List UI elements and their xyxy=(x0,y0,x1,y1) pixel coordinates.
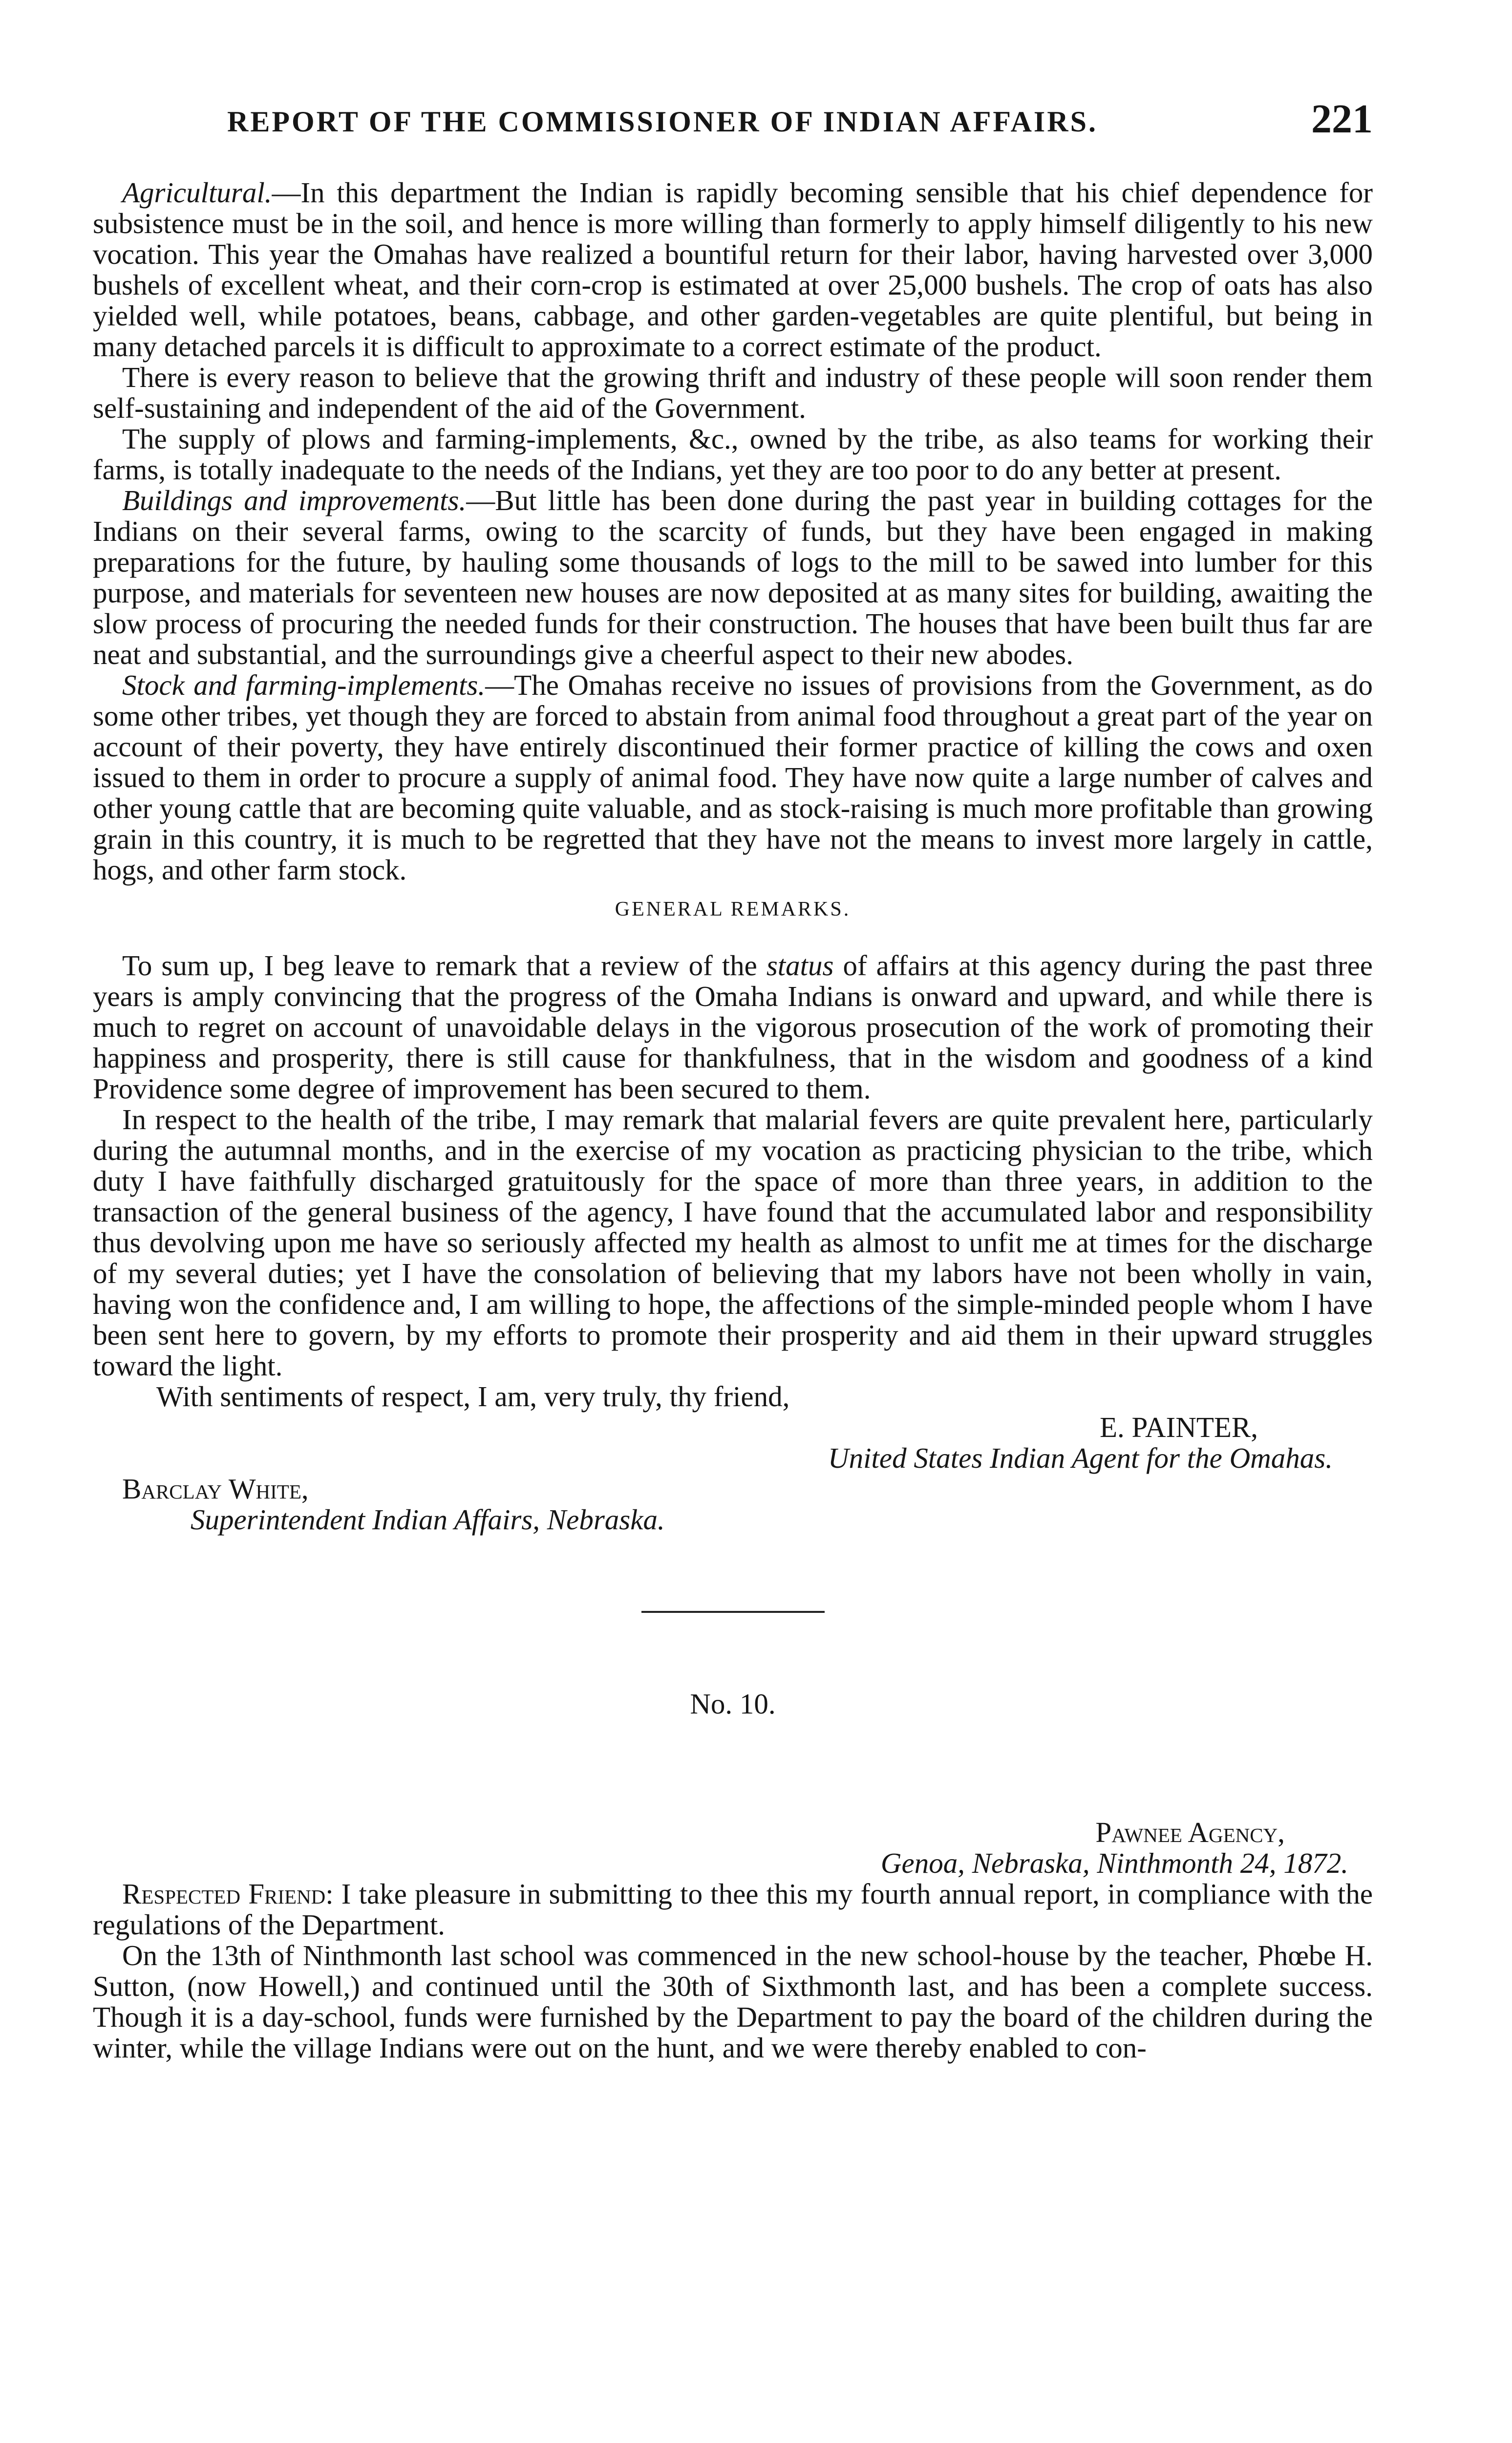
agency-place: Pawnee Agency, xyxy=(1095,1816,1285,1848)
addressee-name-text: Barclay White, xyxy=(122,1473,309,1505)
buildings-heading: Buildings and improvements. xyxy=(122,484,467,516)
stock-heading: Stock and farming-implements. xyxy=(122,669,486,701)
opening-text: : I take pleasure in submitting to thee this my fourth annual report, in compliance with the regulations of the Department. xyxy=(93,1878,1373,1941)
salutation-paragraph xyxy=(93,1879,1373,1940)
addressee-title: Superintendent Indian Affairs, Nebraska. xyxy=(191,1503,665,1536)
section-divider xyxy=(641,1611,825,1613)
signature-name: E. PAINTER, xyxy=(1100,1411,1258,1443)
page-number: 221 xyxy=(1311,96,1373,142)
addressee-name xyxy=(122,1474,1373,1504)
summary-text-end: of affairs at this agency during the past three years is amply convincing that the progress of the Omaha Indians is onward and upward, and while there is much to regret on account of unavoidable delays in the vigorous prosecution of the work of promoting their happiness and prosperity, there is still cause for thankfulness, that in the wisdom and goodness of a kind Providence some degree of improvement has been secured to them. xyxy=(93,949,1373,1105)
agricultural-heading: Agricultural. xyxy=(122,176,272,209)
salutation: Respected Friend xyxy=(122,1878,326,1910)
letter-date: Genoa, Nebraska, Ninthmonth 24, 1872. xyxy=(880,1847,1348,1879)
running-head xyxy=(93,95,1373,154)
closing-line: With sentiments of respect, I am, very truly, thy friend, xyxy=(156,1380,790,1413)
status-word: status xyxy=(766,949,834,982)
running-title: REPORT OF THE COMMISSIONER OF INDIAN AFFAIRS. xyxy=(227,106,1098,138)
report-body xyxy=(93,177,1373,2063)
plows-paragraph: The supply of plows and farming-implements, &c., owned by the tribe, as also teams for working their farms, is totally inadequate to the needs of the Indians, yet they are too poor to do any better at present. xyxy=(93,423,1373,486)
school-paragraph: On the 13th of Ninthmonth last school was commenced in the new school-house by the teacher, Phœbe H. Sutton, (now Howell,) and continued until the 30th of Sixthmonth last, and has been a complete success. Though it is a day-school, funds were furnished by the Department to pay the board of the children during the winter, while the village Indians were out on the hunt, and we were thereby enabled to con- xyxy=(93,1939,1373,2064)
signature-title: United States Indian Agent for the Omahas. xyxy=(828,1442,1333,1474)
buildings-paragraph xyxy=(93,485,1373,670)
thrift-paragraph: There is every reason to believe that the growing thrift and industry of these people will soon render them self-sustaining and independent of the aid of the Government. xyxy=(93,361,1373,424)
buildings-text: —But little has been done during the past year in building cottages for the Indians on their several farms, owing to the scarcity of funds, but they have been engaged in making preparations for the future, by hauling some thousands of logs to the mill to be sawed into lumber for this purpose, and materials for seventeen new houses are now deposited at as many sites for building, awaiting the slow process of procuring the needed funds for their construction. The houses that have been built thus far are neat and substantial, and the surroundings give a cheerful aspect to their new abodes. xyxy=(93,484,1373,670)
document-page xyxy=(93,95,1373,2063)
agricultural-paragraph xyxy=(93,177,1373,362)
document-number: No. 10. xyxy=(690,1688,776,1720)
stock-paragraph xyxy=(93,670,1373,885)
summary-paragraph xyxy=(93,950,1373,1104)
summary-text-start: To sum up, I beg leave to remark that a review of the xyxy=(122,949,767,982)
agricultural-text: —In this department the Indian is rapidly becoming sensible that his chief dependence for subsistence must be in the soil, and hence is more willing than formerly to apply himself diligently to his new vocation. This year the Omahas have realized a bountiful return for their labor, having harvested over 3,000 bushels of excellent wheat, and their corn-crop is estimated at over 25,000 bushels. The crop of oats has also yielded well, while potatoes, beans, cabbage, and other garden-vegetables are quite plentiful, but being in many detached parcels it is difficult to approximate to a correct estimate of the product. xyxy=(93,176,1373,363)
stock-text: —The Omahas receive no issues of provisions from the Government, as do some other tribes, yet though they are forced to abstain from animal food throughout a great part of the year on account of their poverty, they have entirely discontinued their former practice of killing the cows and oxen issued to them in order to procure a supply of animal food. They have now quite a large number of calves and other young cattle that are becoming quite valuable, and as stock-raising is much more profitable than growing grain in this country, it is much to be regretted that they have not the means to invest more largely in cattle, hogs, and other farm stock. xyxy=(93,669,1373,886)
general-remarks-heading: GENERAL REMARKS. xyxy=(615,898,851,921)
health-paragraph: In respect to the health of the tribe, I may remark that malarial fevers are quite prevalent here, particularly during the autumnal months, and in the exercise of my vocation as practicing physician to the tribe, which duty I have faithfully discharged gratuitously for the space of more than three years, in addition to the transaction of the general business of the agency, I have found that the accumulated labor and responsibility thus devolving upon me have so seriously affected my health as almost to unfit me at times for the discharge of my several duties; yet I have the consolation of believing that my labors have not been wholly in vain, having won the confidence and, I am willing to hope, the affections of the simple-minded people whom I have been sent here to govern, by my efforts to promote their prosperity and aid them in their upward struggles toward the light. xyxy=(93,1103,1373,1382)
